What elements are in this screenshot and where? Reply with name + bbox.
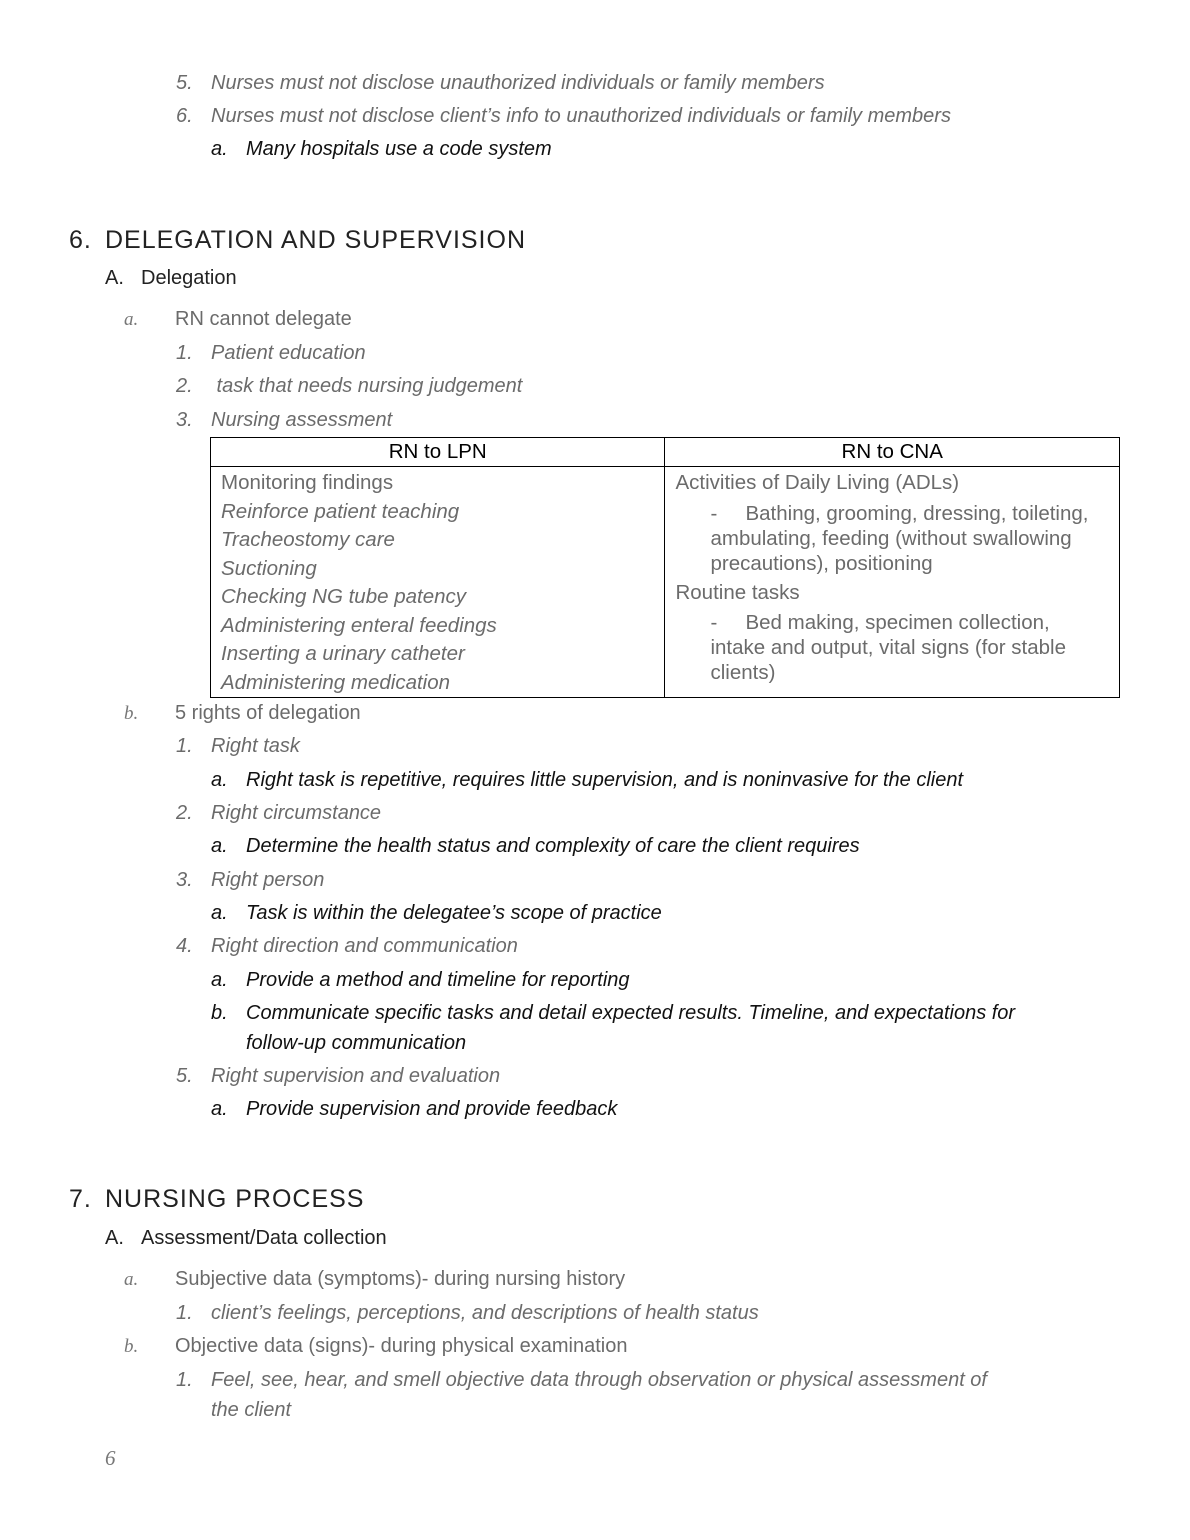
section-6-sub-num: A.: [105, 267, 124, 289]
lpn-item: Checking NG tube patency: [221, 585, 466, 608]
right-3-text: Right person: [211, 869, 325, 891]
table-header-row: [211, 438, 1120, 467]
lpn-item: Reinforce patient teaching: [221, 499, 460, 523]
lpn-item: Administering medication: [221, 670, 451, 694]
right-3-num: 3.: [176, 869, 193, 891]
right-4-text: Right direction and communication: [211, 935, 518, 957]
section-7-a-text: Subjective data (symptoms)- during nursing history: [175, 1268, 626, 1290]
section-7-b1-cont: the client: [211, 1399, 292, 1421]
right-5-num: 5.: [176, 1065, 193, 1087]
section-7-number: 7.: [69, 1185, 92, 1213]
cannot-delegate-3-num: 3.: [176, 409, 193, 431]
top-item-5-text: Nurses must not disclose unauthorized individuals or family members: [211, 72, 825, 94]
section-7-a-letter: a.: [124, 1269, 139, 1290]
section-6-sub-text: Delegation: [141, 267, 237, 289]
cna-group-2-text: Bed making, specimen collection, intake and output, vital signs (for stable clients): [710, 611, 1067, 684]
cna-group-2-title: Routine tasks: [675, 580, 800, 604]
lpn-item: Tracheostomy care: [221, 528, 395, 551]
cna-group-1-bullet: [675, 501, 1109, 576]
cna-group-1-title: Activities of Daily Living (ADLs): [675, 471, 960, 494]
section-7-a1-num: 1.: [176, 1302, 193, 1324]
cannot-delegate-3-text: Nursing assessment: [211, 409, 393, 431]
right-2-text: Right circumstance: [211, 802, 382, 824]
top-sub-a-text: Many hospitals use a code system: [246, 138, 552, 160]
section-6-a-letter: a.: [124, 309, 139, 330]
cannot-delegate-1-num: 1.: [176, 342, 193, 364]
section-7-sub-text: Assessment/Data collection: [141, 1227, 387, 1249]
cna-cell: [665, 467, 1120, 698]
right-4-num: 4.: [176, 935, 193, 957]
section-7-b1-num: 1.: [176, 1369, 193, 1391]
delegation-table: [210, 437, 1120, 698]
top-item-6: 6.: [176, 105, 193, 127]
lpn-item: Inserting a urinary catheter: [221, 642, 465, 665]
page-number: 6: [105, 1446, 116, 1470]
cna-group-2-bullet: [675, 610, 1109, 685]
lpn-item: Monitoring findings: [221, 471, 394, 494]
top-sub-a-num: a.: [211, 138, 228, 160]
section-6-b-text: 5 rights of delegation: [175, 702, 361, 724]
top-item-6-text: Nurses must not disclose client’s info to unauthorized individuals or family members: [211, 105, 951, 127]
section-6-title: DELEGATION AND SUPERVISION: [105, 226, 527, 254]
section-7-sub-num: A.: [105, 1227, 124, 1249]
right-1-sub-num: a.: [211, 769, 228, 791]
dash-bullet: -: [710, 611, 718, 634]
section-7-title: NURSING PROCESS: [105, 1185, 365, 1213]
right-4-sub-b-text: Communicate specific tasks and detail expected results. Timeline, and expectations for: [246, 1002, 1016, 1024]
cannot-delegate-2-num: 2.: [176, 375, 193, 397]
section-6-b-letter: b.: [124, 703, 139, 724]
right-5-sub-num: a.: [211, 1098, 228, 1120]
cannot-delegate-1-text: Patient education: [211, 342, 366, 364]
section-6-a-text: RN cannot delegate: [175, 308, 352, 330]
right-2-sub-text: Determine the health status and complexity of care the client requires: [246, 835, 860, 857]
section-7-a1-text: client’s feelings, perceptions, and descriptions of health status: [211, 1302, 759, 1324]
lpn-cell: [211, 467, 665, 698]
dash-bullet: -: [710, 501, 718, 525]
header-rn-to-cna: RN to CNA: [665, 438, 1120, 467]
right-4-sub-b-cont: follow-up communication: [246, 1032, 467, 1054]
right-4-sub-b-num: b.: [211, 1002, 228, 1024]
section-7-b-letter: b.: [124, 1336, 139, 1357]
lpn-item: Administering enteral feedings: [221, 613, 497, 637]
right-2-sub-num: a.: [211, 835, 228, 857]
top-item-5: 5.: [176, 72, 193, 94]
right-2-num: 2.: [176, 802, 193, 824]
cannot-delegate-2-text: task that needs nursing judgement: [211, 375, 523, 397]
right-4-sub-a-text: Provide a method and timeline for reporting: [246, 969, 630, 991]
right-1-num: 1.: [176, 735, 193, 757]
right-3-sub-text: Task is within the delegatee’s scope of practice: [246, 902, 662, 924]
right-1-sub-text: Right task is repetitive, requires little supervision, and is noninvasive for the client: [246, 769, 964, 791]
section-7-b-text: Objective data (signs)- during physical examination: [175, 1335, 628, 1357]
cna-group-1-text: Bathing, grooming, dressing, toileting, ambulating, feeding (without swallowing precautions), positioning: [710, 501, 1089, 575]
table-row: [211, 467, 1120, 698]
right-4-sub-a-num: a.: [211, 969, 228, 991]
right-5-text: Right supervision and evaluation: [211, 1065, 501, 1087]
right-1-text: Right task: [211, 735, 300, 757]
lpn-item: Suctioning: [221, 556, 317, 580]
right-5-sub-text: Provide supervision and provide feedback: [246, 1098, 618, 1120]
right-3-sub-num: a.: [211, 902, 228, 924]
header-rn-to-lpn: RN to LPN: [211, 438, 665, 467]
section-6-number: 6.: [69, 226, 92, 254]
section-7-b1-text: Feel, see, hear, and smell objective data through observation or physical assessment of: [211, 1369, 987, 1391]
